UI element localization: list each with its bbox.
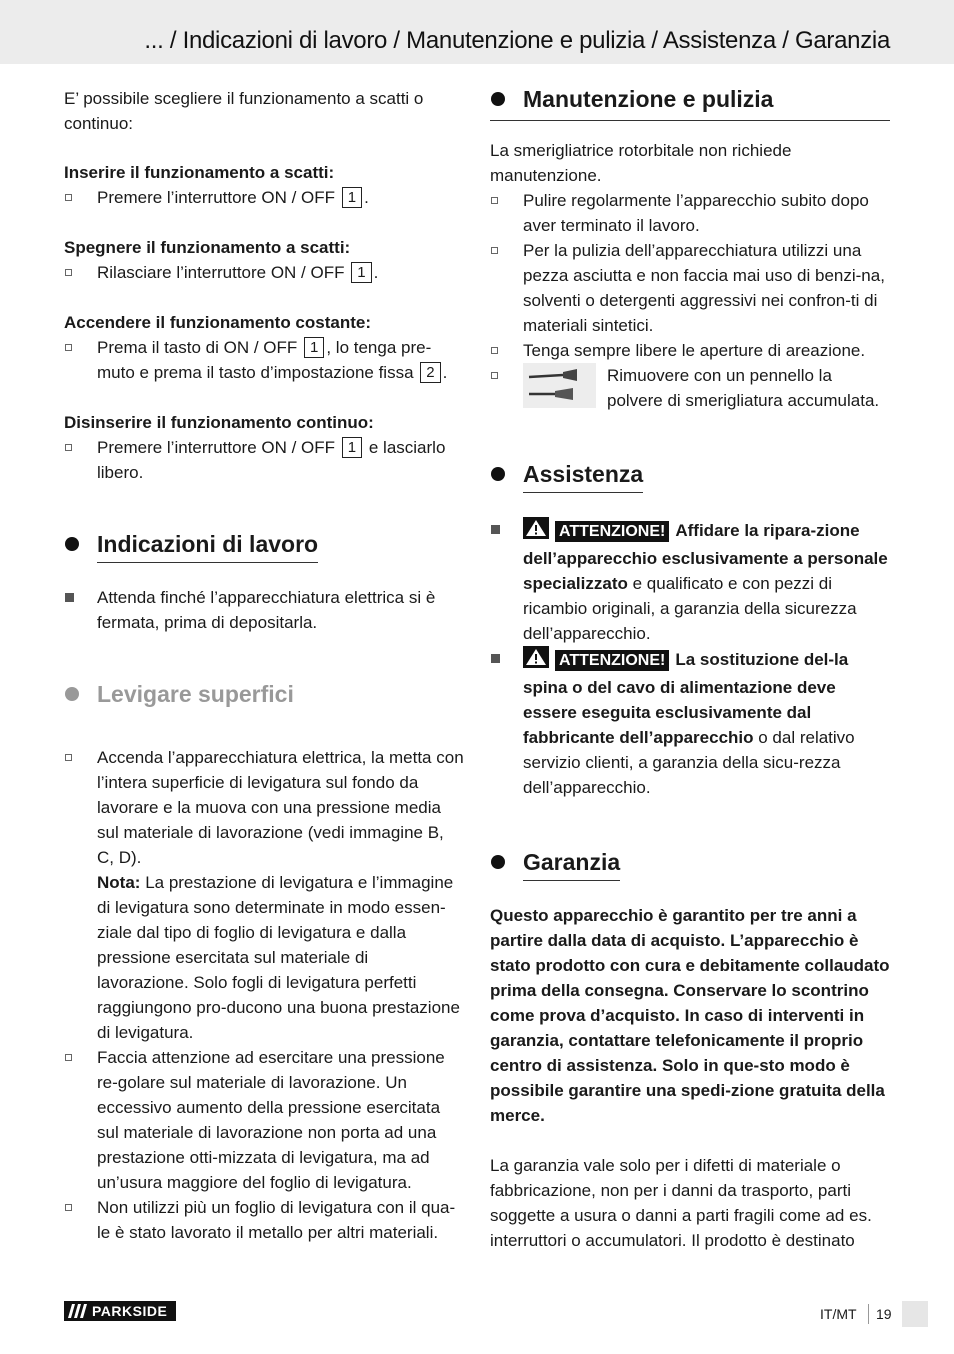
filled-square-bullet-icon [65, 593, 74, 602]
part-number-badge: 1 [342, 437, 362, 458]
note-text: La prestazione di levigatura e l’immagine di levigatura sono determinate in modo essen-ziale dal tipo di foglio di levigatura e dalla pressione esercitata sul materiale di lavorazione. Solo fogli di levigatura perfetti raggiungono pro-ducono una buona prestazione di levigatura. [97, 873, 460, 1042]
right-column [490, 84, 890, 1253]
list-item: Premere l’interruttore ON / OFF 1 e lasciarlo libero. [64, 435, 464, 485]
heading-assistenza: Assistenza [490, 459, 643, 493]
square-bullet-icon [65, 269, 72, 276]
warning-item: ATTENZIONE! La sostituzione del-la spina o del cavo di alimentazione deve essere eseguita esclusivamente dal fabbricante dell’apparecchio o dal relativo servizio clienti, a garanzia della sicu-rezza dell’apparecchio. [490, 646, 890, 800]
square-bullet-icon [491, 372, 498, 379]
square-bullet-icon [65, 344, 72, 351]
footer-divider [868, 1304, 869, 1324]
parkside-logo: PARKSIDE [64, 1301, 176, 1321]
section-title-inserire: Inserire il funzionamento a scatti: [64, 163, 335, 182]
page-header [0, 0, 954, 64]
heading-manutenzione: Manutenzione e pulizia [490, 84, 890, 121]
section-title-accendere: Accendere il funzionamento costante: [64, 313, 371, 332]
square-bullet-icon [65, 1204, 72, 1211]
list-item: Faccia attenzione ad esercitare una pressione re-golare sul materiale di lavorazione. Un eccessivo aumento della pressione esercitata sul materiale di lavorazione non porta ad una prestazione otti-mizzata di levigatura, ma ad un’usura maggiore del foglio di levigatura. [64, 1045, 464, 1195]
warning-triangle-icon [523, 517, 549, 546]
list-item: Attenda finché l’apparecchiatura elettrica si è fermata, prima di depositarla. [64, 585, 464, 635]
heading-indicazioni: Indicazioni di lavoro [64, 529, 318, 563]
list-item: Prema il tasto di ON / OFF 1 , lo tenga pre-muto e prema il tasto d’impostazione fissa 2 . [64, 335, 464, 385]
heading-levigare: Levigare superfici [64, 679, 294, 709]
list-item: Non utilizzi più un foglio di levigatura con il qua-le è stato lavorato il metallo per altri materiali. [64, 1195, 464, 1245]
bullet-dot-icon [491, 467, 505, 481]
bullet-dot-icon [491, 855, 505, 869]
logo-stripes-icon [68, 1304, 88, 1318]
section-title-disinserire: Disinserire il funzionamento continuo: [64, 413, 374, 432]
square-bullet-icon [65, 194, 72, 201]
list-item: Pulire regolarmente l’apparecchio subito dopo aver terminato il lavoro. [490, 188, 890, 238]
intro-text: E’ possibile scegliere il funzionamento a scatti o continuo: [64, 89, 424, 133]
section-title-spegnere: Spegnere il funzionamento a scatti: [64, 238, 351, 257]
warranty-bold-text: Questo apparecchio è garantito per tre anni a partire dalla data di acquisto. L’apparecchio è stato prodotto con cura e debitamente collaudato prima della consegna. Conservare lo scontrino come prova d’acquisto. In caso di interventi in garanzia, contattare telefonicamente il proprio centro di assistenza. Solo in que-sto modo è possibile garantire una spedi-zione gratuita della merce. [490, 906, 890, 1125]
language-code: IT/MT [820, 1306, 857, 1322]
square-bullet-icon [65, 444, 72, 451]
attention-label: ATTENZIONE! [555, 650, 669, 671]
warning-triangle-icon [523, 646, 549, 675]
square-bullet-icon [491, 347, 498, 354]
bullet-dot-icon [65, 687, 79, 701]
bullet-dot-icon [65, 537, 79, 551]
note-label: Nota: [97, 873, 141, 892]
bullet-dot-icon [491, 92, 505, 106]
page-title: ... / Indicazioni di lavoro / Manutenzione e pulizia / Assistenza / Garanzia [144, 27, 890, 54]
heading-garanzia: Garanzia [490, 847, 620, 881]
part-number-badge: 1 [304, 337, 324, 358]
warning-item: ATTENZIONE! Affidare la ripara-zione dell’apparecchio esclusivamente a personale specializzato e qualificato e con pezzi di ricambio originali, a garanzia della sicurezza dell’apparecchio. [490, 517, 890, 646]
filled-square-bullet-icon [491, 525, 500, 534]
part-number-badge: 2 [420, 362, 440, 383]
filled-square-bullet-icon [491, 654, 500, 663]
part-number-badge: 1 [351, 262, 371, 283]
square-bullet-icon [491, 247, 498, 254]
page-tab-marker [902, 1301, 928, 1327]
page-number: 19 [876, 1306, 892, 1322]
manut-intro: La smerigliatrice rotorbitale non richiede manutenzione. [490, 141, 792, 185]
part-number-badge: 1 [342, 187, 362, 208]
list-item: Tenga sempre libere le aperture di areazione. [490, 338, 890, 363]
brush-icon [523, 363, 596, 408]
list-item: Per la pulizia dell’apparecchiatura utilizzi una pezza asciutta e non faccia mai uso di benzi-na, solventi o detergenti aggressivi nei confron-ti di materiali sintetici. [490, 238, 890, 338]
square-bullet-icon [65, 754, 72, 761]
square-bullet-icon [491, 197, 498, 204]
list-item: Accenda l’apparecchiatura elettrica, la metta con l’intera superficie di levigatura sul fondo da lavorare e la muova con una pressione media sul materiale di lavorazione (vedi immagine B, C, D). Nota: La prestazione di levigatura e l’immagine di levigatura sono determinate in modo essen-ziale dal tipo di foglio di levigatura e dalla pressione esercitata sul materiale di lavorazione. Solo fogli di levigatura perfetti raggiungono pro-ducono una buona prestazione di levigatura. [64, 745, 464, 1045]
list-item: Rimuovere con un pennello la polvere di smerigliatura accumulata. [490, 363, 890, 413]
warranty-text: La garanzia vale solo per i difetti di materiale o fabbricazione, non per i danni da trasporto, parti soggette a usura o danni a parti fragili come ad es. interruttori o accumulatori. Il prodotto è destinato [490, 1156, 872, 1250]
list-item: Premere l’interruttore ON / OFF 1 . [64, 185, 464, 210]
attention-label: ATTENZIONE! [555, 521, 669, 542]
square-bullet-icon [65, 1054, 72, 1061]
list-item: Rilasciare l’interruttore ON / OFF 1 . [64, 260, 464, 285]
left-column [64, 86, 464, 1245]
